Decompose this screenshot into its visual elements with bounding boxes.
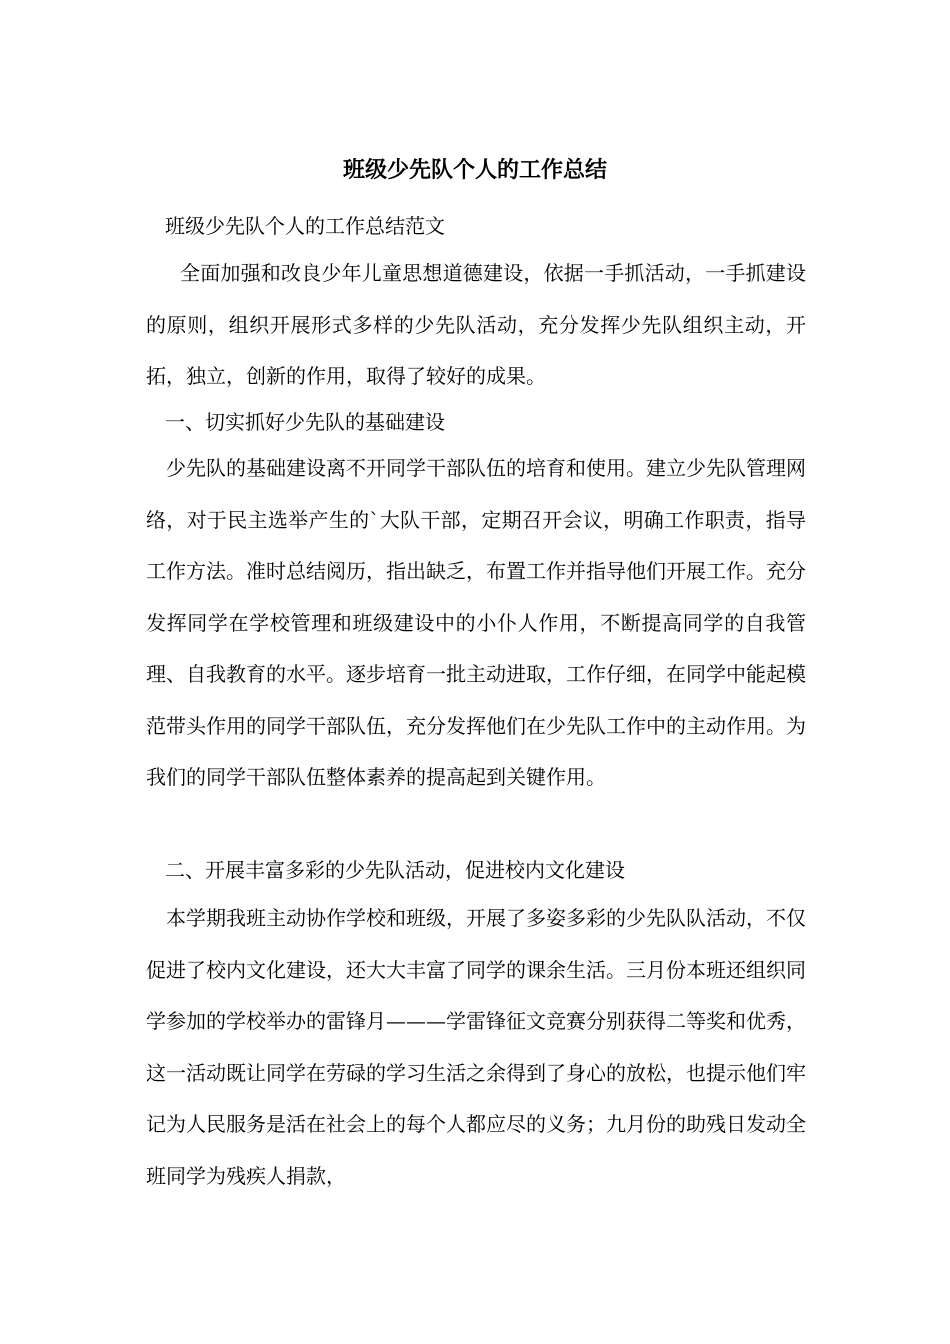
intro-paragraph: 全面加强和改良少年儿童思想道德建设，依据一手抓活动，一手抓建设的原则，组织开展形式多样的少先队活动，充分发挥少先队组织主动，开拓，独立，创新的作用，取得了较好的成果。 [146,261,806,388]
section-1-heading: 一、切实抓好少先队的基础建设 [165,410,445,434]
section-2-paragraph: 本学期我班主动协作学校和班级，开展了多姿多彩的少先队队活动，不仅促进了校内文化建设，还大大丰富了同学的课余生活。三月份本班还组织同学参加的学校举办的雷锋月———学雷锋征文竞赛分别获得二等奖和优秀，这一活动既让同学在劳碌的学习生活之余得到了身心的放松，也提示他们牢记为人民服务是活在社会上的每个人都应尽的义务；九月份的助残日发动全班同学为残疾人捐款， [146,906,806,1188]
section-2-heading: 二、开展丰富多彩的少先队活动，促进校内文化建设 [165,858,625,882]
section-1-paragraph: 少先队的基础建设离不开同学干部队伍的培育和使用。建立少先队管理网络，对于民主选举产生的`大队干部，定期召开会议，明确工作职责，指导工作方法。准时总结阅历，指出缺乏，布置工作并指导他们开展工作。充分发挥同学在学校管理和班级建设中的小仆人作用，不断提高同学的自我管理、自我教育的水平。逐步培育一批主动进取，工作仔细，在同学中能起模范带头作用的同学干部队伍，充分发挥他们在少先队工作中的主动作用。为我们的同学干部队伍整体素养的提高起到关键作用。 [146,456,806,789]
document-subtitle: 班级少先队个人的工作总结范文 [165,214,445,238]
document-title: 班级少先队个人的工作总结 [342,157,607,183]
